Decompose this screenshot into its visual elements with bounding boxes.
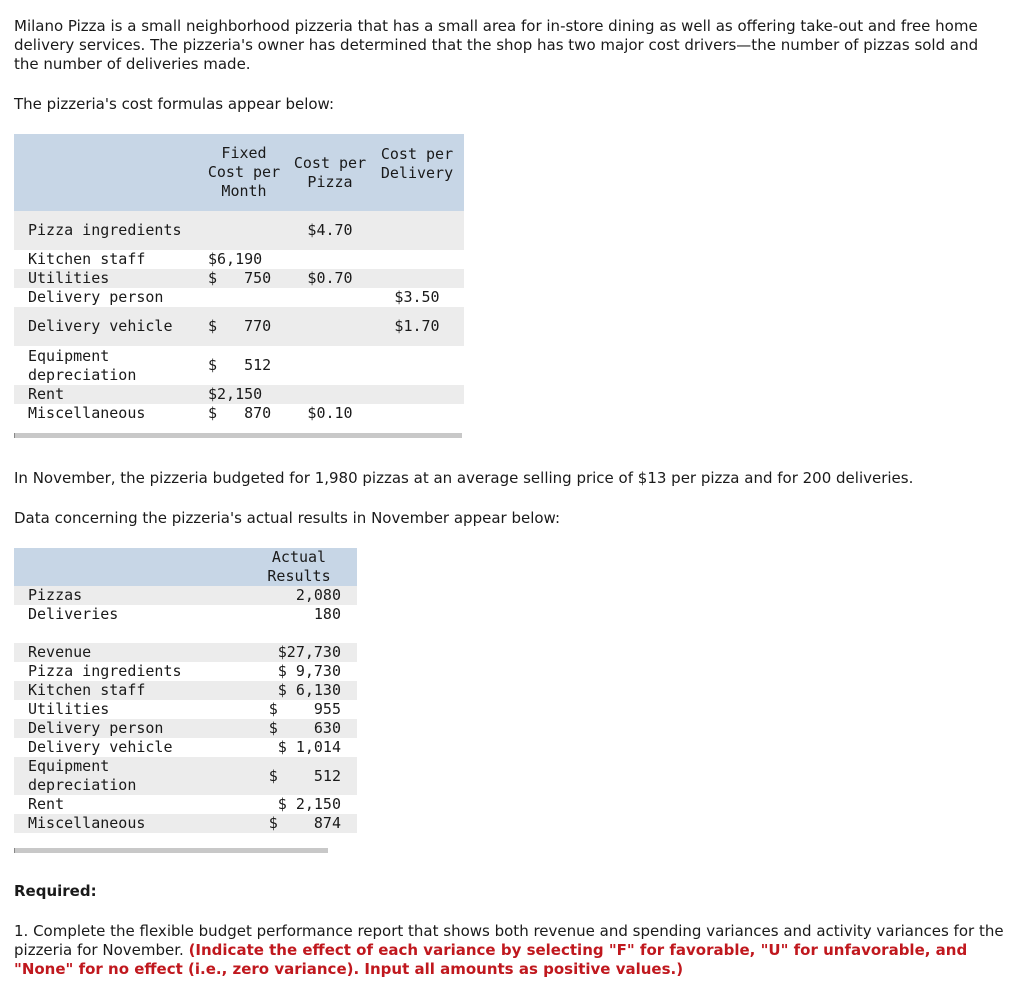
row-value: $ 874: [268, 814, 341, 832]
fixed-cost-value: $2,150: [208, 385, 263, 403]
actual-row-rent: [14, 795, 357, 814]
cost-formula-table: [14, 134, 464, 423]
row-label: Rent: [28, 385, 65, 403]
per-delivery-value: $1.70: [394, 317, 440, 335]
question-instruction: (Indicate the effect of each variance by selecting "F" for favorable, "U" for unfavorable, and "None" for no effect (i.e., zero variance). Input all amounts as positive values.): [14, 941, 968, 978]
per-delivery-value: [370, 404, 464, 423]
row-label: Pizza ingredients: [28, 662, 182, 680]
actual-results-table: [14, 548, 357, 833]
per-pizza-value: $0.70: [307, 269, 353, 287]
header-label-blank: [14, 134, 204, 211]
fixed-cost-value: $ 512: [208, 356, 272, 374]
row-label: Deliveries: [28, 605, 119, 623]
row-value: 180: [313, 605, 341, 623]
table-bottom-scrollbar[interactable]: [14, 848, 328, 853]
row-label: Pizza ingredients: [28, 221, 182, 239]
header-actual-results: Actual Results: [267, 548, 331, 585]
per-delivery-value: $3.50: [394, 288, 440, 306]
row-label: Equipment depreciation: [28, 346, 137, 384]
question-paragraph: [14, 922, 1004, 979]
actual-row-revenue: [14, 643, 357, 662]
row-value: $ 955: [268, 700, 341, 718]
row-label: Delivery person: [28, 288, 164, 306]
per-pizza-value: [290, 250, 370, 269]
row-value: $ 630: [268, 719, 341, 737]
row-label: Utilities: [28, 700, 110, 718]
fixed-cost-value: $ 750: [208, 269, 272, 287]
row-label: Rent: [28, 795, 65, 813]
row-value: $ 1,014: [277, 738, 341, 756]
row-label: Delivery person: [28, 719, 164, 737]
actual-row-delivery-vehicle: [14, 738, 357, 757]
row-label: Kitchen staff: [28, 681, 146, 699]
question-text: 1. Complete the flexible budget performance report that shows both revenue and spending variances and activity variances for the pizzeria for November.: [14, 922, 1004, 959]
header-cost-per-delivery: Cost per Delivery: [380, 145, 454, 182]
row-label: Utilities: [28, 269, 110, 287]
budget-paragraph: In November, the pizzeria budgeted for 1,980 pizzas at an average selling price of $13 per pizza and for 200 deliveries.: [14, 469, 914, 487]
row-label: Equipment depreciation: [28, 757, 137, 794]
cost-row-miscellaneous: [14, 404, 464, 423]
cost-row-delivery-person: [14, 288, 464, 307]
row-label: Kitchen staff: [28, 250, 146, 268]
row-value: $ 512: [268, 766, 341, 785]
row-label: Delivery vehicle: [28, 738, 173, 756]
per-pizza-value: $0.10: [307, 404, 353, 422]
per-delivery-value: [370, 250, 464, 269]
cost-row-rent: [14, 385, 464, 404]
actual-row-miscellaneous: [14, 814, 357, 833]
activity-row-pizzas: [14, 586, 357, 605]
per-pizza-value: [290, 346, 370, 385]
row-label: Pizzas: [28, 586, 83, 604]
header-fixed-cost: Fixed Cost per Month: [207, 144, 281, 200]
cost-row-equipment-depreciation: [14, 346, 464, 385]
header-cost-per-pizza: Cost per Pizza: [293, 153, 367, 191]
row-value: $ 9,730: [277, 662, 341, 680]
per-delivery-value: [370, 346, 464, 385]
per-pizza-value: [290, 288, 370, 307]
cost-row-utilities: [14, 269, 464, 288]
row-label: Miscellaneous: [28, 404, 146, 422]
actual-row-kitchen-staff: [14, 681, 357, 700]
actual-row-utilities: [14, 700, 357, 719]
activity-row-deliveries: [14, 605, 357, 624]
fixed-cost-value: $ 870: [208, 404, 272, 422]
per-pizza-value: $4.70: [307, 221, 353, 239]
actual-row-delivery-person: [14, 719, 357, 738]
row-value: $ 2,150: [277, 795, 341, 813]
actual-intro: Data concerning the pizzeria's actual results in November appear below:: [14, 509, 561, 527]
intro-paragraph: Milano Pizza is a small neighborhood pizzeria that has a small area for in-store dining as well as offering take-out and free home delivery services. The pizzeria's owner has determined that the shop has two major cost drivers—the number of pizzas sold and the number of deliveries made.: [14, 17, 979, 73]
row-value: $ 6,130: [277, 681, 341, 699]
cost-row-pizza-ingredients: [14, 211, 464, 250]
per-delivery-value: [370, 269, 464, 288]
actual-row-equipment-depreciation: [14, 757, 357, 795]
required-heading: Required:: [14, 882, 97, 900]
per-delivery-value: [370, 385, 464, 404]
table-bottom-scrollbar[interactable]: [14, 433, 462, 438]
row-value: 2,080: [295, 586, 341, 604]
row-label: Revenue: [28, 643, 92, 661]
fixed-cost-value: $6,190: [208, 250, 263, 268]
cost-row-kitchen-staff: [14, 250, 464, 269]
cost-row-delivery-vehicle: [14, 307, 464, 346]
fixed-cost-value: $ 770: [208, 317, 272, 335]
per-pizza-value: [290, 385, 370, 404]
actual-row-pizza-ingredients: [14, 662, 357, 681]
row-value: $27,730: [277, 643, 341, 661]
row-label: Delivery vehicle: [28, 317, 173, 335]
header-label-blank: [14, 548, 241, 586]
formulas-intro: The pizzeria's cost formulas appear below:: [14, 95, 335, 113]
per-delivery-value: [370, 211, 464, 250]
per-pizza-value: [290, 307, 370, 346]
row-label: Miscellaneous: [28, 814, 146, 832]
